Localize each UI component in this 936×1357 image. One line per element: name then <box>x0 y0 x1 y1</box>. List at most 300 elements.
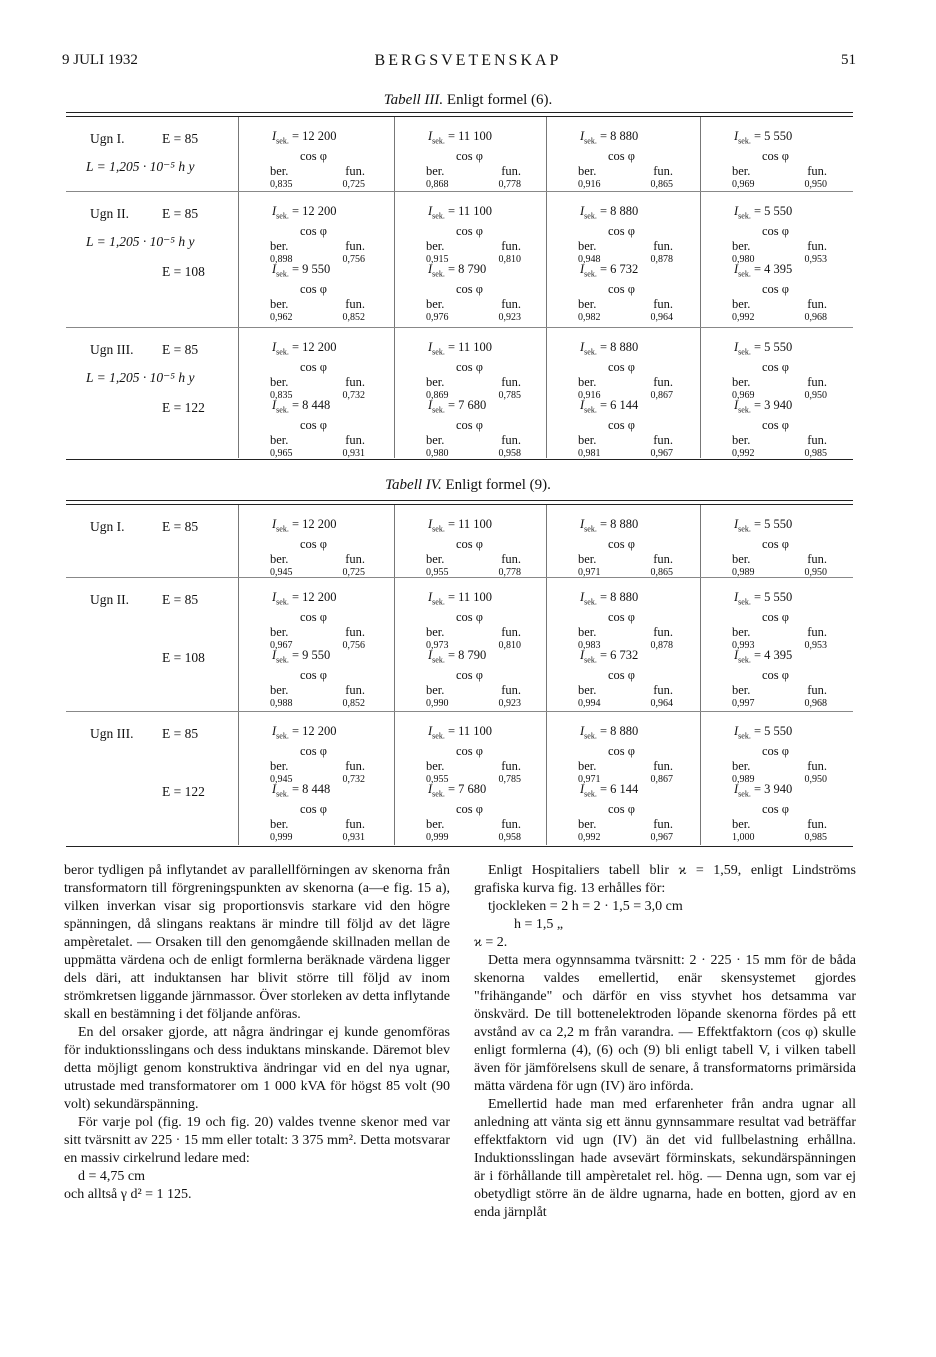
current-symbol: I <box>580 782 585 796</box>
current-symbol: I <box>734 590 739 604</box>
cell-block-a <box>270 517 410 581</box>
current-line <box>578 340 718 360</box>
current-subscript: sek. <box>432 347 445 357</box>
fun-value: 0,950 <box>804 774 827 785</box>
column-divider <box>238 712 239 845</box>
ber-value: 0,868 <box>426 179 449 190</box>
current-symbol: I <box>580 262 585 276</box>
cos-phi-label: cos φ <box>300 418 328 432</box>
fun-label: fun. <box>345 238 365 253</box>
cell-block-a <box>426 204 566 268</box>
ber-value: 0,992 <box>732 448 755 459</box>
current-value: = 6 732 <box>599 648 639 662</box>
column-labels <box>578 239 673 254</box>
table4 <box>66 500 853 847</box>
current-symbol: I <box>734 724 739 738</box>
table-row <box>66 117 853 191</box>
inductance-label: L = 1,205 · 10⁻⁵ h y <box>86 370 195 385</box>
column-labels <box>270 817 365 832</box>
cell-block-b <box>270 648 410 712</box>
cell-block-a <box>732 724 872 788</box>
voltage-label-2: E = 122 <box>162 784 205 799</box>
fun-label: fun. <box>501 374 521 389</box>
cos-phi-label: cos φ <box>608 224 636 238</box>
column-labels <box>270 625 365 640</box>
fun-label: fun. <box>345 432 365 447</box>
furnace-label <box>90 342 134 358</box>
current-subscript: sek. <box>584 211 597 221</box>
fun-value: 0,964 <box>650 698 673 709</box>
current-subscript: sek. <box>432 731 445 741</box>
current-line <box>732 204 872 224</box>
fun-label: fun. <box>501 816 521 831</box>
ber-label: ber. <box>426 624 445 639</box>
cell-block-a <box>426 724 566 788</box>
header-date: 9 JULI 1932 <box>62 52 138 68</box>
current-symbol: I <box>734 262 739 276</box>
column-divider <box>238 328 239 458</box>
inductance-label: L = 1,205 · 10⁻⁵ h y <box>86 159 195 174</box>
column-labels <box>578 297 673 312</box>
current-subscript: sek. <box>584 524 597 534</box>
fun-value: 0,867 <box>650 390 673 401</box>
fun-value: 0,967 <box>650 448 673 459</box>
cos-phi-label: cos φ <box>762 282 790 296</box>
table4-caption <box>0 477 936 494</box>
ber-label: ber. <box>732 551 751 566</box>
ber-label: ber. <box>426 296 445 311</box>
column-labels <box>578 433 673 448</box>
ber-label: ber. <box>270 758 289 773</box>
current-subscript: sek. <box>738 136 751 146</box>
furnace-label <box>90 726 134 742</box>
cell-block-b <box>426 648 566 712</box>
current-value: = 8 790 <box>447 648 487 662</box>
cell-block-a <box>426 517 566 581</box>
current-line <box>578 398 718 418</box>
fun-value: 0,958 <box>498 832 521 843</box>
cos-phi-label: cos φ <box>608 668 636 682</box>
column-divider <box>238 117 239 191</box>
cos-phi-label: cos φ <box>300 668 328 682</box>
ber-value: 0,945 <box>270 567 293 578</box>
ber-value: 0,969 <box>732 390 755 401</box>
ber-value: 0,999 <box>426 832 449 843</box>
current-line <box>426 204 566 224</box>
cell-block-a <box>426 340 566 404</box>
ber-label: ber. <box>426 238 445 253</box>
furnace-label <box>90 519 125 535</box>
ber-label: ber. <box>270 624 289 639</box>
cos-phi-label: cos φ <box>300 537 328 551</box>
cell-block-b <box>270 782 410 846</box>
current-symbol: I <box>734 782 739 796</box>
ber-label: ber. <box>426 432 445 447</box>
fun-value: 0,865 <box>650 567 673 578</box>
column-labels <box>578 552 673 567</box>
ber-value: 0,988 <box>270 698 293 709</box>
voltage-label-2: E = 108 <box>162 264 205 279</box>
cos-phi-label: cos φ <box>456 537 484 551</box>
fun-label: fun. <box>807 374 827 389</box>
current-symbol: I <box>428 398 433 412</box>
fun-label: fun. <box>653 374 673 389</box>
cos-phi-label: cos φ <box>456 610 484 624</box>
cos-phi-label: cos φ <box>608 744 636 758</box>
current-subscript: sek. <box>738 524 751 534</box>
table3-caption-title: Tabell III. <box>383 92 444 108</box>
current-subscript: sek. <box>432 136 445 146</box>
voltage-label: E = 85 <box>162 726 199 741</box>
fun-label: fun. <box>501 238 521 253</box>
fun-label: fun. <box>807 163 827 178</box>
current-symbol: I <box>428 517 433 531</box>
current-symbol: I <box>272 340 277 354</box>
current-symbol: I <box>428 129 433 143</box>
value-pair <box>270 447 365 462</box>
current-subscript: sek. <box>584 789 597 799</box>
ber-label: ber. <box>270 682 289 697</box>
value-pair <box>270 697 365 712</box>
current-symbol: I <box>580 204 585 218</box>
cell-block-a <box>732 129 872 193</box>
current-subscript: sek. <box>276 655 289 665</box>
current-line <box>578 648 718 668</box>
ber-label: ber. <box>270 551 289 566</box>
column-labels <box>732 164 827 179</box>
fun-label: fun. <box>501 163 521 178</box>
cell-block-a <box>578 517 718 581</box>
current-subscript: sek. <box>584 269 597 279</box>
current-value: = 3 940 <box>753 782 793 796</box>
column-labels <box>270 239 365 254</box>
current-line <box>270 262 410 282</box>
ber-label: ber. <box>732 432 751 447</box>
ber-value: 0,992 <box>732 312 755 323</box>
ber-value: 0,869 <box>426 390 449 401</box>
cos-phi-label: cos φ <box>456 744 484 758</box>
cell-block-a <box>732 340 872 404</box>
cell-block-a <box>270 129 410 193</box>
ber-value: 0,980 <box>732 254 755 265</box>
ber-value: 0,983 <box>578 640 601 651</box>
ber-label: ber. <box>578 163 597 178</box>
right-text-column <box>474 862 856 1222</box>
column-labels <box>426 683 521 698</box>
column-labels <box>732 683 827 698</box>
column-labels <box>270 683 365 698</box>
voltage-label: E = 85 <box>162 592 199 607</box>
cell-block-a <box>578 129 718 193</box>
current-value: = 11 100 <box>447 590 493 604</box>
cos-phi-label: cos φ <box>608 149 636 163</box>
current-subscript: sek. <box>738 655 751 665</box>
header-page-number: 51 <box>841 52 856 68</box>
cell-block-a <box>578 590 718 654</box>
fun-value: 0,778 <box>498 179 521 190</box>
current-line <box>578 262 718 282</box>
current-line <box>732 398 872 418</box>
cos-phi-label: cos φ <box>300 282 328 296</box>
cell-block-b <box>270 262 410 326</box>
cos-phi-label: cos φ <box>456 224 484 238</box>
ber-label: ber. <box>732 163 751 178</box>
current-line <box>578 590 718 610</box>
current-value: = 11 100 <box>447 517 493 531</box>
ber-value: 0,980 <box>426 448 449 459</box>
cos-phi-label: cos φ <box>762 802 790 816</box>
table3-caption <box>0 92 936 109</box>
current-value: = 8 880 <box>599 129 639 143</box>
current-subscript: sek. <box>738 789 751 799</box>
value-pair <box>426 831 521 846</box>
fun-label: fun. <box>501 758 521 773</box>
current-symbol: I <box>272 590 277 604</box>
current-line <box>426 648 566 668</box>
cell-block-a <box>270 340 410 404</box>
cell-block-b <box>426 398 566 462</box>
ber-value: 0,916 <box>578 179 601 190</box>
column-labels <box>426 375 521 390</box>
current-subscript: sek. <box>738 211 751 221</box>
fun-value: 0,852 <box>342 312 365 323</box>
header-journal-title: BERGSVETENSKAP <box>374 52 562 69</box>
current-line <box>732 648 872 668</box>
current-line <box>426 782 566 802</box>
column-labels <box>732 759 827 774</box>
current-value: = 11 100 <box>447 724 493 738</box>
current-line <box>578 517 718 537</box>
furnace-name: Ugn I. <box>90 131 125 146</box>
fun-label: fun. <box>501 432 521 447</box>
current-symbol: I <box>428 340 433 354</box>
current-subscript: sek. <box>584 655 597 665</box>
ber-value: 0,989 <box>732 774 755 785</box>
fun-value: 0,950 <box>804 567 827 578</box>
cos-phi-label: cos φ <box>762 668 790 682</box>
column-labels <box>426 433 521 448</box>
ber-label: ber. <box>426 816 445 831</box>
fun-value: 0,725 <box>342 179 365 190</box>
current-value: = 11 100 <box>447 204 493 218</box>
voltage-label: E = 85 <box>162 342 199 357</box>
paragraph: d = 4,75 cm <box>78 1169 145 1184</box>
fun-label: fun. <box>807 816 827 831</box>
fun-value: 0,923 <box>498 698 521 709</box>
ber-value: 0,967 <box>270 640 293 651</box>
current-subscript: sek. <box>738 269 751 279</box>
ber-label: ber. <box>732 682 751 697</box>
fun-value: 0,964 <box>650 312 673 323</box>
fun-value: 0,756 <box>342 640 365 651</box>
value-pair <box>426 447 521 462</box>
current-line <box>732 782 872 802</box>
ber-value: 0,999 <box>270 832 293 843</box>
value-pair <box>732 697 827 712</box>
current-value: = 8 880 <box>599 590 639 604</box>
current-value: = 12 200 <box>291 590 337 604</box>
ber-value: 0,976 <box>426 312 449 323</box>
current-symbol: I <box>272 262 277 276</box>
ber-label: ber. <box>426 374 445 389</box>
column-labels <box>578 683 673 698</box>
current-subscript: sek. <box>432 789 445 799</box>
paragraph: h = 1,5 „ <box>514 917 564 932</box>
ber-value: 0,898 <box>270 254 293 265</box>
cos-phi-label: cos φ <box>456 282 484 296</box>
left-text-column <box>64 862 450 1204</box>
ber-label: ber. <box>732 374 751 389</box>
ber-value: 0,955 <box>426 774 449 785</box>
current-value: = 5 550 <box>753 517 793 531</box>
ber-label: ber. <box>426 758 445 773</box>
cell-block-b <box>426 782 566 846</box>
current-value: = 3 940 <box>753 398 793 412</box>
ber-label: ber. <box>270 296 289 311</box>
cell-block-b <box>270 398 410 462</box>
cell-block-a <box>578 204 718 268</box>
fun-label: fun. <box>807 432 827 447</box>
fun-value: 0,725 <box>342 567 365 578</box>
cell-block-a <box>426 129 566 193</box>
ber-value: 0,835 <box>270 179 293 190</box>
value-pair <box>270 311 365 326</box>
current-symbol: I <box>580 398 585 412</box>
current-subscript: sek. <box>276 136 289 146</box>
current-symbol: I <box>428 590 433 604</box>
column-labels <box>732 239 827 254</box>
current-value: = 5 550 <box>753 340 793 354</box>
cos-phi-label: cos φ <box>762 418 790 432</box>
current-line <box>270 782 410 802</box>
table3 <box>66 112 853 460</box>
ber-label: ber. <box>578 816 597 831</box>
current-subscript: sek. <box>276 524 289 534</box>
cell-block-a <box>270 590 410 654</box>
table-row <box>66 191 853 328</box>
column-labels <box>732 817 827 832</box>
current-line <box>578 782 718 802</box>
current-value: = 12 200 <box>291 340 337 354</box>
ber-label: ber. <box>578 551 597 566</box>
column-labels <box>270 759 365 774</box>
current-symbol: I <box>272 648 277 662</box>
cos-phi-label: cos φ <box>456 668 484 682</box>
table3-caption-text: Enligt formel (6). <box>446 92 553 108</box>
current-subscript: sek. <box>738 347 751 357</box>
current-subscript: sek. <box>432 211 445 221</box>
current-value: = 4 395 <box>753 262 793 276</box>
current-symbol: I <box>734 340 739 354</box>
current-value: = 8 790 <box>447 262 487 276</box>
ber-label: ber. <box>270 238 289 253</box>
value-pair <box>578 697 673 712</box>
ber-label: ber. <box>578 432 597 447</box>
current-value: = 5 550 <box>753 590 793 604</box>
cell-block-a <box>426 590 566 654</box>
current-line <box>426 724 566 744</box>
table-row <box>66 505 853 577</box>
current-line <box>578 129 718 149</box>
column-labels <box>270 433 365 448</box>
fun-value: 0,852 <box>342 698 365 709</box>
current-value: = 8 880 <box>599 340 639 354</box>
ber-value: 0,994 <box>578 698 601 709</box>
ber-value: 0,971 <box>578 567 601 578</box>
current-subscript: sek. <box>432 405 445 415</box>
current-symbol: I <box>428 648 433 662</box>
current-value: = 8 448 <box>291 782 331 796</box>
current-value: = 12 200 <box>291 129 337 143</box>
paragraph: och alltså γ d² = 1 125. <box>64 1187 192 1202</box>
cos-phi-label: cos φ <box>762 610 790 624</box>
column-divider <box>238 505 239 577</box>
current-line <box>270 129 410 149</box>
table4-caption-text: Enligt formel (9). <box>445 477 551 493</box>
current-line <box>732 129 872 149</box>
current-subscript: sek. <box>738 731 751 741</box>
current-value: = 5 550 <box>753 129 793 143</box>
cell-block-a <box>732 517 872 581</box>
current-line <box>426 340 566 360</box>
furnace-name: Ugn I. <box>90 519 125 534</box>
fun-value: 0,878 <box>650 254 673 265</box>
ber-label: ber. <box>270 374 289 389</box>
cell-block-a <box>270 724 410 788</box>
current-symbol: I <box>428 724 433 738</box>
cos-phi-label: cos φ <box>456 802 484 816</box>
cos-phi-label: cos φ <box>762 537 790 551</box>
cell-block-a <box>732 204 872 268</box>
current-subscript: sek. <box>432 269 445 279</box>
cell-block-b <box>732 782 872 846</box>
current-value: = 11 100 <box>447 340 493 354</box>
current-symbol: I <box>428 262 433 276</box>
fun-value: 0,968 <box>804 698 827 709</box>
cos-phi-label: cos φ <box>608 282 636 296</box>
current-line <box>426 517 566 537</box>
current-line <box>270 204 410 224</box>
current-value: = 8 880 <box>599 517 639 531</box>
value-pair <box>270 831 365 846</box>
cell-block-b <box>426 262 566 326</box>
current-value: = 9 550 <box>291 648 331 662</box>
cell-block-a <box>578 340 718 404</box>
cos-phi-label: cos φ <box>300 610 328 624</box>
current-symbol: I <box>428 204 433 218</box>
fun-value: 0,967 <box>650 832 673 843</box>
ber-label: ber. <box>578 624 597 639</box>
current-symbol: I <box>272 782 277 796</box>
current-value: = 6 732 <box>599 262 639 276</box>
furnace-label <box>90 592 129 608</box>
current-value: = 5 550 <box>753 724 793 738</box>
paragraph: Enligt Hospitaliers tabell blir ϰ = 1,59, enligt Lindströms grafiska kurva fig. 13 erhålles för: <box>474 863 856 896</box>
current-line <box>426 590 566 610</box>
fun-value: 0,778 <box>498 567 521 578</box>
current-value: = 7 680 <box>447 398 487 412</box>
cell-block-b <box>732 648 872 712</box>
cell-block-b <box>578 782 718 846</box>
furnace-name: Ugn II. <box>90 592 129 607</box>
column-labels <box>578 375 673 390</box>
current-line <box>270 590 410 610</box>
fun-value: 0,953 <box>804 640 827 651</box>
furnace-name: Ugn III. <box>90 342 134 357</box>
fun-value: 0,931 <box>342 832 365 843</box>
ber-value: 0,973 <box>426 640 449 651</box>
value-pair <box>578 447 673 462</box>
